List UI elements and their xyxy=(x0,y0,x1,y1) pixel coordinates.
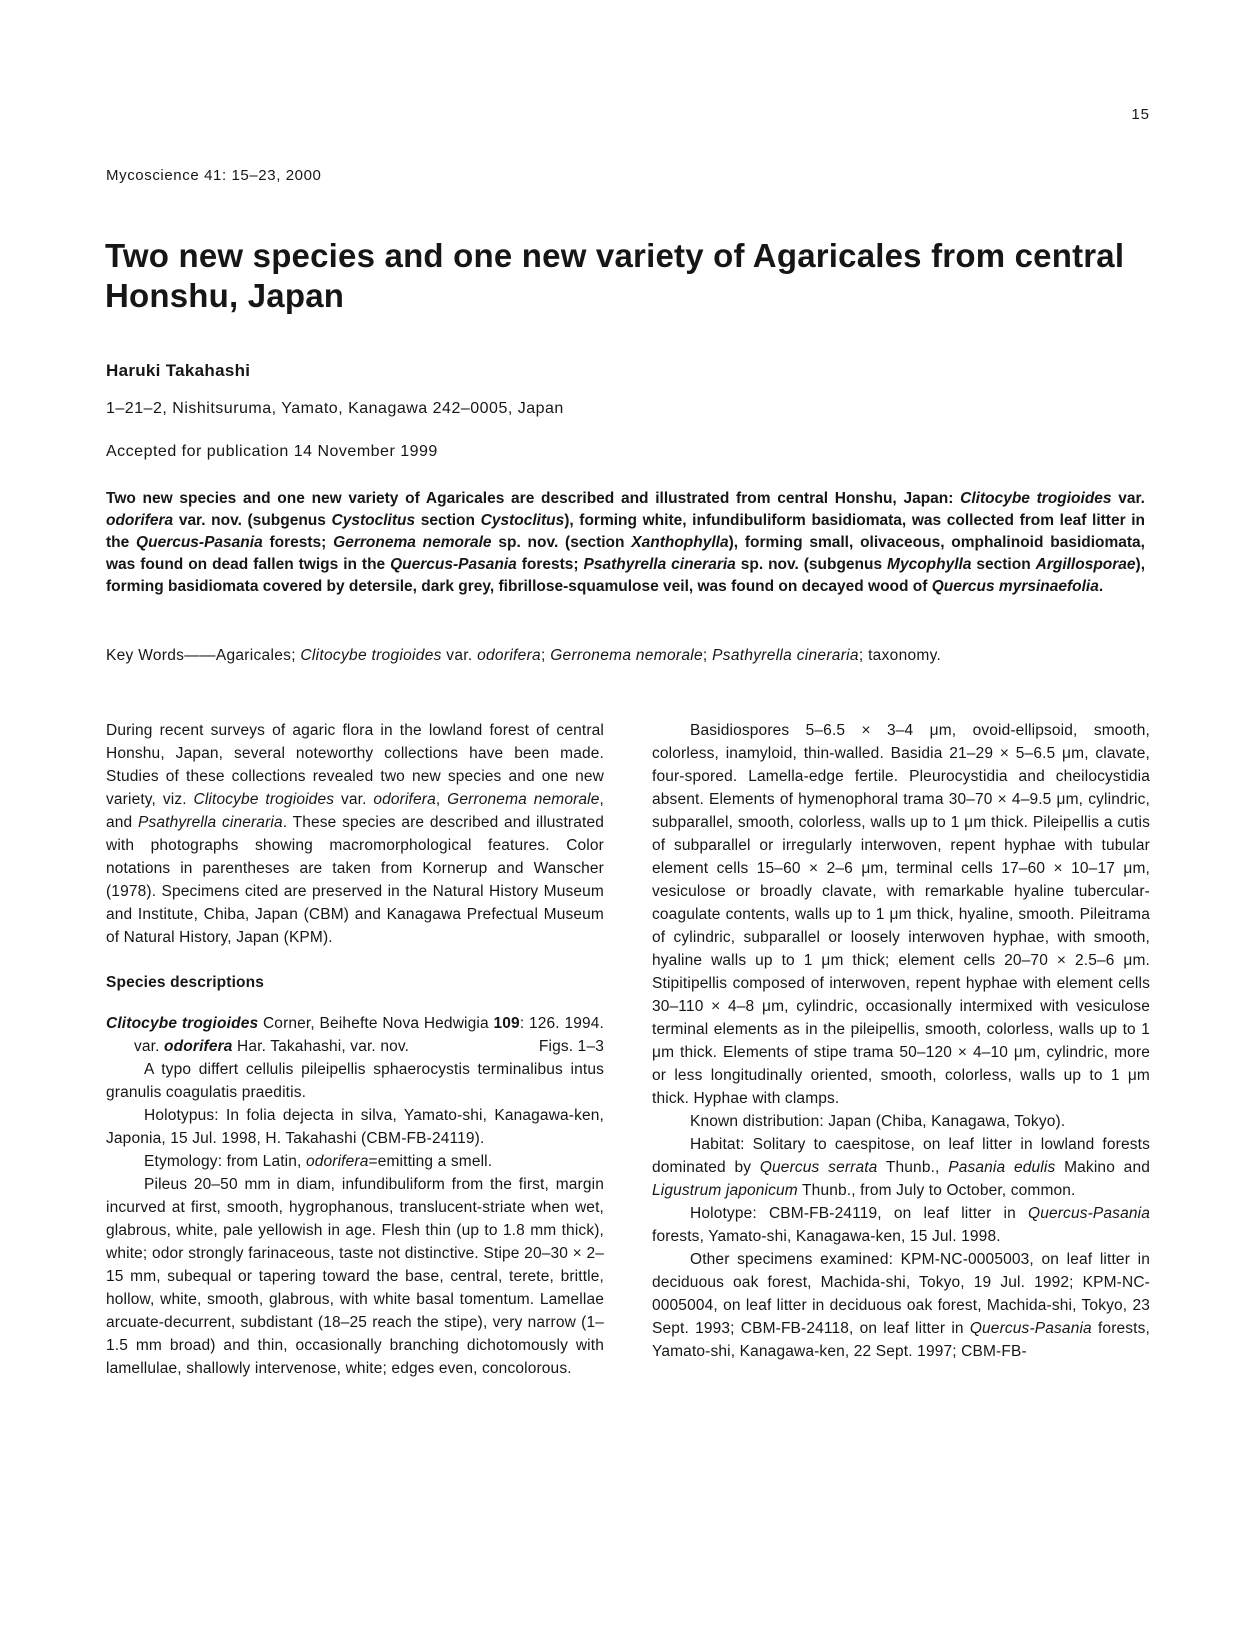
latin-holotypus: Holotypus: In folia dejecta in silva, Yamato-shi, Kanagawa-ken, Japonia, 15 Jul. 1998, H. Takahashi (CBM-FB-24119). xyxy=(106,1107,604,1147)
habitat: Habitat: Solitary to caespitose, on leaf litter in lowland forests dominated by Quercus serrata Thunb., Pasania edulis Makino and Ligustrum japonicum Thunb., from July to October, common. xyxy=(652,1136,1150,1199)
abstract: Two new species and one new variety of Agaricales are described and illustrated from central Honshu, Japan: Clitocybe trogioides var. odorifera var. nov. (subgenus Cystoclitus section Cystoclitus), forming white, infundibuliform basidiomata, was collected from leaf litter in the Quercus-Pasania forests; Gerronema nemorale sp. nov. (section Xanthophylla), forming small, olivaceous, omphalinoid basidiomata, was found on dead fallen twigs in the Quercus-Pasania forests; Psathyrella cineraria sp. nov. (subgenus Mycophylla section Argillosporae), forming basidiomata covered by detersile, dark grey, fibrillose-squamulose veil, was found on decayed wood of Quercus myrsinaefolia. xyxy=(106,490,1146,595)
holotype: Holotype: CBM-FB-24119, on leaf litter in Quercus-Pasania forests, Yamato-shi, Kanagawa-ken, 15 Jul. 1998. xyxy=(652,1205,1150,1245)
figure-reference: Figs. 1–3 xyxy=(538,1038,604,1055)
etymology: Etymology: from Latin, odorifera=emitting a smell. xyxy=(144,1153,493,1170)
author-address: 1–21–2, Nishitsuruma, Yamato, Kanagawa 242–0005, Japan xyxy=(106,400,564,417)
key-words: Key Words——Agaricales; Clitocybe trogioides var. odorifera; Gerronema nemorale; Psathyrella cineraria; taxonomy. xyxy=(106,647,942,664)
right-column xyxy=(652,719,1150,1363)
latin-diagnosis: A typo differt cellulis pileipellis sphaerocystis terminalibus intus granulis coagulatis praeditis. xyxy=(106,1061,604,1101)
page-number: 15 xyxy=(1131,106,1150,123)
taxon-heading: Clitocybe trogioides Corner, Beihefte Nova Hedwigia 109: 126. 1994. var. odorifera Har. Takahashi, var. nov. Figs. 1–3 xyxy=(106,1012,604,1058)
known-distribution: Known distribution: Japan (Chiba, Kanagawa, Tokyo). xyxy=(690,1113,1066,1130)
key-words-label: Key Words xyxy=(106,647,185,664)
article-title: Two new species and one new variety of Agaricales from central Honshu, Japan xyxy=(105,237,1125,314)
microscopic-description: Basidiospores 5–6.5 × 3–4 μm, ovoid-ellipsoid, smooth, colorless, inamyloid, thin-walled. Basidia 21–29 × 5–6.5 μm, clavate, four-spored. Lamella-edge fertile. Pleurocystidia and cheilocystidia absent. Elements of hymenophoral trama 30–70 × 4–9.5 μm, cylindric, subparallel, smooth, colorless, walls up to 1 μm thick. Pileipellis a cutis of subparallel or irregularly interwoven, repent hyphae with tubular element cells 15–60 × 2–6 μm, terminal cells 17–60 × 10–17 μm, vesiculose or broadly clavate, with remarkable hyaline tubercular-coagulate contents, walls up to 1 μm thick, hyaline, smooth. Pileitrama of cylindric, subparallel or loosely interwoven hyphae, with smooth, hyaline walls up to 1 μm thick; element cells 20–70 × 2.5–6 μm. Stipitipellis composed of interwoven, repent hyphae with element cells 30–110 × 4–8 μm, cylindric, occasionally intermixed with vesiculose terminal elements as in the pileipellis, smooth, colorless, walls up to 1 μm thick. Elements of stipe trama 50–120 × 4–10 μm, cylindric, more or less longitudinally oriented, smooth, colorless, walls up to 1 μm thick. Hyphae with clamps. xyxy=(652,722,1150,1107)
author-name: Haruki Takahashi xyxy=(106,361,251,380)
accepted-date: Accepted for publication 14 November 1999 xyxy=(106,443,438,460)
journal-citation: Mycoscience 41: 15–23, 2000 xyxy=(106,167,322,184)
left-column xyxy=(106,719,604,1380)
pileus-description: Pileus 20–50 mm in diam, infundibuliform from the first, margin incurved at first, smooth, hygrophanous, translucent-striate when wet, glabrous, white, pale yellowish in age. Flesh thin (up to 1.8 mm thick), white; odor strongly farinaceous, taste not distinctive. Stipe 20–30 × 2–15 mm, subequal or tapering toward the base, central, terete, brittle, hollow, white, smooth, glabrous, with white basal tomentum. Lamellae arcuate-decurrent, subdistant (18–25 reach the stipe), very narrow (1–1.5 mm broad) and thin, occasionally branching dichotomously with lamellulae, shallowly intervenose, white; edges even, concolorous. xyxy=(106,1176,604,1377)
introduction-paragraph: During recent surveys of agaric flora in the lowland forest of central Honshu, Japan, several noteworthy collections have been made. Studies of these collections revealed two new species and one new variety, viz. Clitocybe trogioides var. odorifera, Gerronema nemorale, and Psathyrella cineraria. These species are described and illustrated with photographs showing macromorphological features. Color notations in parentheses are taken from Kornerup and Wanscher (1978). Specimens cited are preserved in the Natural History Museum and Institute, Chiba, Japan (CBM) and Kanagawa Prefectual Museum of Natural History, Japan (KPM). xyxy=(106,722,605,946)
section-heading: Species descriptions xyxy=(106,974,265,991)
other-specimens: Other specimens examined: KPM-NC-0005003, on leaf litter in deciduous oak forest, Machida-shi, Tokyo, 19 Jul. 1992; KPM-NC-0005004, on leaf litter in deciduous oak forest, Machida-shi, Tokyo, 23 Sept. 1993; CBM-FB-24118, on leaf litter in Quercus-Pasania forests, Yamato-shi, Kanagawa-ken, 22 Sept. 1997; CBM-FB- xyxy=(652,1251,1150,1360)
